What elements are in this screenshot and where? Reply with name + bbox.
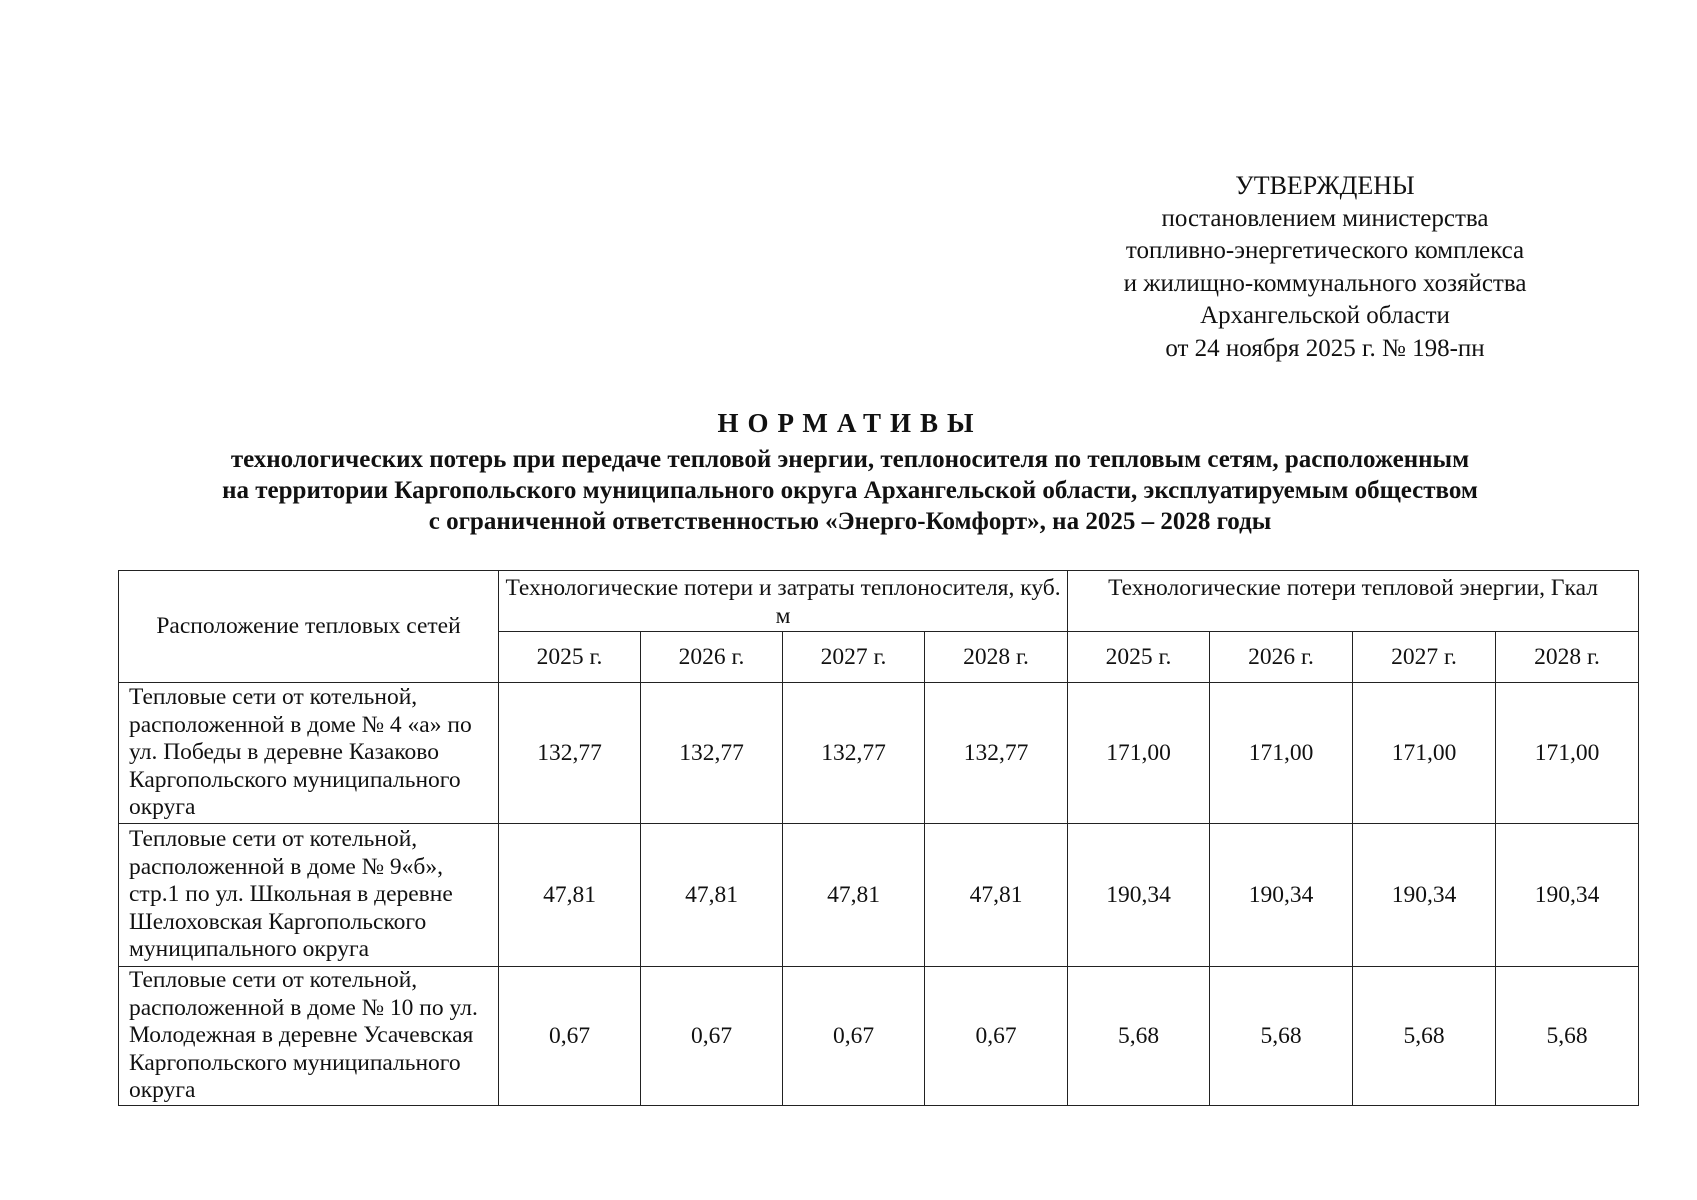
value-cell: 5,68 — [1496, 967, 1639, 1106]
approval-line: Архангельской области — [1200, 302, 1450, 329]
table-row — [119, 967, 1639, 1106]
document-title: НОРМАТИВЫ — [717, 408, 983, 438]
approval-line: постановлением министерства — [1161, 204, 1489, 232]
approval-block — [1080, 170, 1570, 365]
value-cell: 132,77 — [925, 683, 1068, 824]
location-cell: Тепловые сети от котельной, расположенной в доме № 4 «а» по ул. Победы в деревне Казаково Каргопольского муниципального округа — [119, 683, 499, 824]
heat-losses-header: Технологические потери тепловой энергии, Гкал — [1068, 571, 1639, 632]
value-cell: 47,81 — [499, 824, 641, 967]
approval-line: и жилищно-коммунального хозяйства — [1123, 269, 1527, 297]
year-header: 2028 г. — [1496, 632, 1639, 683]
value-cell: 190,34 — [1496, 824, 1639, 967]
value-cell: 171,00 — [1353, 683, 1496, 824]
table-row — [119, 683, 1639, 824]
year-header: 2026 г. — [1210, 632, 1353, 683]
year-header: 2026 г. — [641, 632, 783, 683]
location-header: Расположение тепловых сетей — [119, 571, 499, 683]
year-header: 2028 г. — [925, 632, 1068, 683]
value-cell: 47,81 — [925, 824, 1068, 967]
year-header: 2027 г. — [783, 632, 925, 683]
value-cell: 190,34 — [1210, 824, 1353, 967]
year-header: 2025 г. — [499, 632, 641, 683]
value-cell: 171,00 — [1068, 683, 1210, 824]
document-subtitle — [100, 444, 1600, 537]
value-cell: 5,68 — [1068, 967, 1210, 1106]
value-cell: 0,67 — [499, 967, 641, 1106]
value-cell: 171,00 — [1496, 683, 1639, 824]
approval-title: УТВЕРЖДЕНЫ — [1235, 171, 1415, 200]
location-cell: Тепловые сети от котельной, расположенной в доме № 10 по ул. Молодежная в деревне Усачевская Каргопольского муниципального округа — [119, 967, 499, 1106]
value-cell: 5,68 — [1353, 967, 1496, 1106]
subtitle-line: на территории Каргопольского муниципального округа Архангельской области, эксплуатируемым обществом — [222, 477, 1478, 504]
value-cell: 190,34 — [1068, 824, 1210, 967]
value-cell: 0,67 — [641, 967, 783, 1106]
value-cell: 132,77 — [783, 683, 925, 824]
approval-line: топливно-энергетического комплекса — [1125, 237, 1525, 264]
value-cell: 47,81 — [783, 824, 925, 967]
value-cell: 171,00 — [1210, 683, 1353, 824]
year-header: 2027 г. — [1353, 632, 1496, 683]
location-cell: Тепловые сети от котельной, расположенной в доме № 9«б», стр.1 по ул. Школьная в деревне Шелоховская Каргопольского муниципального округа — [119, 824, 499, 967]
norms-table — [118, 570, 1639, 1106]
value-cell: 0,67 — [925, 967, 1068, 1106]
value-cell: 190,34 — [1353, 824, 1496, 967]
subtitle-line: с ограниченной ответственностью «Энерго-Комфорт», на 2025 – 2028 годы — [428, 508, 1272, 535]
value-cell: 47,81 — [641, 824, 783, 967]
table-row — [119, 824, 1639, 967]
subtitle-line: технологических потерь при передаче тепловой энергии, теплоносителя по тепловым сетям, расположенным — [230, 446, 1470, 473]
value-cell: 132,77 — [499, 683, 641, 824]
value-cell: 5,68 — [1210, 967, 1353, 1106]
year-header: 2025 г. — [1068, 632, 1210, 683]
value-cell: 0,67 — [783, 967, 925, 1106]
coolant-losses-header: Технологические потери и затраты теплоносителя, куб. м — [499, 571, 1068, 632]
approval-line: от 24 ноября 2025 г. № 198-пн — [1165, 334, 1485, 362]
value-cell: 132,77 — [641, 683, 783, 824]
